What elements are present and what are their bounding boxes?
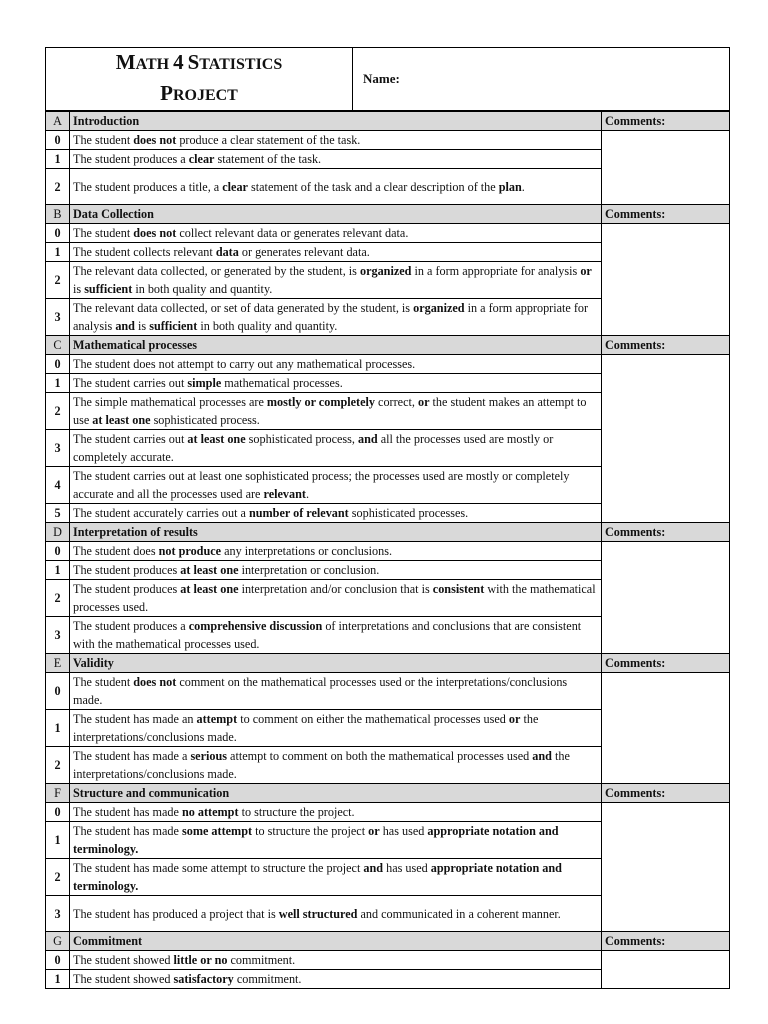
- criterion-text: any interpretations or conclusions.: [221, 544, 392, 558]
- score-level: 1: [46, 822, 70, 859]
- criterion-text: statement of the task and a clear description of the: [247, 179, 499, 194]
- score-level: 2: [46, 859, 70, 896]
- score-level: 3: [46, 896, 70, 932]
- criterion-text: attempt to comment on both the mathematical processes used: [227, 749, 533, 763]
- criterion-text: and communicated in a coherent manner.: [357, 906, 561, 921]
- criterion-text: sophisticated processes.: [348, 506, 469, 520]
- title-line-1: MATH 4 STATISTICS: [115, 50, 283, 74]
- criterion-text: The student: [73, 675, 134, 689]
- criterion-row: [46, 224, 730, 243]
- title-line-2: PROJECT: [160, 81, 238, 105]
- emphasis-text: satisfactory: [173, 972, 234, 986]
- section-title: Commitment: [70, 932, 602, 951]
- emphasis-text: attempt: [196, 712, 238, 726]
- criterion-text: The student does not attempt to carry out any mathematical processes.: [73, 357, 416, 371]
- criterion-description: [70, 896, 602, 932]
- emphasis-text: number of relevant: [248, 506, 349, 520]
- section-title: Data Collection: [70, 205, 602, 224]
- section-title: Mathematical processes: [70, 336, 602, 355]
- criterion-description: [70, 617, 602, 654]
- criterion-description: [70, 542, 602, 561]
- emphasis-text: appropriate notation and terminology.: [73, 861, 562, 893]
- emphasis-text: relevant: [263, 487, 306, 501]
- criterion-description: [70, 951, 602, 970]
- criterion-text: with the mathematical processes used.: [73, 582, 596, 614]
- score-level: 4: [46, 467, 70, 504]
- criterion-text: The student carries out at least one sophisticated process; the processes used are mostly or completely accurate and all the processes used are: [73, 469, 570, 501]
- criterion-text: The simple mathematical processes are: [73, 395, 267, 409]
- criterion-text: comment on the mathematical processes used or the interpretations/conclusions made.: [73, 675, 568, 707]
- section-title: Interpretation of results: [70, 523, 602, 542]
- score-level: 0: [46, 803, 70, 822]
- emphasis-text: not produce: [158, 544, 222, 558]
- criterion-text: .: [521, 179, 525, 194]
- criterion-row: [46, 803, 730, 822]
- criterion-description: [70, 970, 602, 989]
- criterion-description: [70, 224, 602, 243]
- score-level: 1: [46, 710, 70, 747]
- emphasis-text: or: [580, 264, 592, 278]
- name-label: Name:: [363, 71, 400, 86]
- criterion-text: mathematical processes.: [221, 376, 343, 390]
- header-table: [45, 47, 730, 111]
- criterion-text: in a form appropriate for analysis: [73, 301, 589, 333]
- criterion-description: [70, 131, 602, 150]
- criterion-text: the interpretations/conclusions made.: [73, 749, 570, 781]
- emphasis-text: organized: [359, 264, 412, 278]
- criterion-text: The relevant data collected, or set of data generated by the student, is: [73, 301, 414, 315]
- project-title: [46, 48, 353, 111]
- criterion-text: The student: [73, 133, 134, 147]
- emphasis-text: comprehensive discussion: [188, 619, 323, 633]
- rubric-sheet: [45, 47, 729, 989]
- criterion-text: the student makes an attempt to use: [73, 395, 587, 427]
- emphasis-text: little or no: [173, 953, 228, 967]
- score-level: 1: [46, 970, 70, 989]
- emphasis-text: organized: [413, 301, 465, 315]
- criterion-text: to structure the project: [252, 824, 369, 838]
- score-level: 5: [46, 504, 70, 523]
- criterion-text: in a form appropriate for analysis: [411, 264, 581, 278]
- comments-box-g[interactable]: [602, 951, 730, 989]
- emphasis-text: sufficient: [84, 282, 133, 296]
- emphasis-text: and: [357, 432, 378, 446]
- criterion-text: .: [305, 487, 309, 501]
- section-title: Validity: [70, 654, 602, 673]
- section-title: Structure and communication: [70, 784, 602, 803]
- score-level: 0: [46, 224, 70, 243]
- comments-box-a[interactable]: [602, 131, 730, 205]
- score-level: 3: [46, 430, 70, 467]
- emphasis-text: or: [508, 712, 521, 726]
- score-level: 3: [46, 617, 70, 654]
- comments-label: Comments:: [602, 336, 730, 355]
- criterion-text: to structure the project.: [238, 805, 355, 819]
- criterion-text: The student does: [73, 544, 159, 558]
- criterion-text: The student has made a: [73, 749, 191, 763]
- section-letter: B: [46, 205, 70, 224]
- criterion-text: The student accurately carries out a: [73, 506, 249, 520]
- criterion-text: The student produces a: [73, 619, 189, 633]
- criterion-text: of interpretations and conclusions that are consistent with the mathematical processes used.: [73, 619, 582, 651]
- score-level: 2: [46, 262, 70, 299]
- emphasis-text: serious: [190, 749, 227, 763]
- section-header-f: [46, 784, 730, 803]
- criterion-description: [70, 355, 602, 374]
- name-field[interactable]: [353, 48, 730, 111]
- criterion-text: The student has produced a project that is: [73, 906, 279, 921]
- criterion-description: [70, 374, 602, 393]
- criterion-description: [70, 299, 602, 336]
- score-level: 2: [46, 747, 70, 784]
- criterion-text: is: [73, 282, 85, 296]
- criterion-text: The student has made some attempt to structure the project: [73, 861, 364, 875]
- criterion-text: The student produces: [73, 563, 181, 577]
- criterion-description: [70, 747, 602, 784]
- comments-box-b[interactable]: [602, 224, 730, 336]
- score-level: 0: [46, 355, 70, 374]
- comments-box-d[interactable]: [602, 542, 730, 654]
- criterion-text: or generates relevant data.: [238, 245, 370, 259]
- section-header-a: [46, 112, 730, 131]
- emphasis-text: at least one: [180, 582, 239, 596]
- section-header-b: [46, 205, 730, 224]
- comments-label: Comments:: [602, 932, 730, 951]
- emphasis-text: at least one: [92, 413, 151, 427]
- criterion-description: [70, 150, 602, 169]
- criterion-text: is: [134, 319, 150, 333]
- criterion-row: [46, 951, 730, 970]
- criterion-text: The student carries out: [73, 376, 188, 390]
- criterion-description: [70, 262, 602, 299]
- criterion-text: in both quality and quantity.: [197, 319, 338, 333]
- emphasis-text: sufficient: [149, 319, 198, 333]
- emphasis-text: consistent: [432, 582, 485, 596]
- criterion-text: produce a clear statement of the task.: [176, 133, 361, 147]
- comments-label: Comments:: [602, 523, 730, 542]
- emphasis-text: data: [215, 245, 239, 259]
- criterion-description: [70, 673, 602, 710]
- criterion-text: sophisticated process.: [150, 413, 260, 427]
- emphasis-text: at least one: [180, 563, 239, 577]
- section-header-d: [46, 523, 730, 542]
- rubric-table: [45, 111, 730, 989]
- emphasis-text: does not: [133, 675, 177, 689]
- emphasis-text: does not: [133, 226, 177, 240]
- score-level: 0: [46, 131, 70, 150]
- comments-label: Comments:: [602, 205, 730, 224]
- emphasis-text: mostly or completely: [266, 395, 375, 409]
- criterion-description: [70, 430, 602, 467]
- emphasis-text: well structured: [278, 906, 358, 921]
- comments-label: Comments:: [602, 112, 730, 131]
- criterion-text: The student showed: [73, 972, 174, 986]
- emphasis-text: appropriate notation and terminology.: [73, 824, 559, 856]
- criterion-description: [70, 803, 602, 822]
- criterion-text: The student produces a title, a: [73, 179, 223, 194]
- score-level: 0: [46, 673, 70, 710]
- section-header-c: [46, 336, 730, 355]
- emphasis-text: and: [363, 861, 384, 875]
- criterion-text: in both quality and quantity.: [132, 282, 273, 296]
- score-level: 0: [46, 951, 70, 970]
- section-header-e: [46, 654, 730, 673]
- emphasis-text: plan: [498, 179, 522, 194]
- emphasis-text: and: [532, 749, 552, 763]
- emphasis-text: and: [115, 319, 135, 333]
- emphasis-text: no attempt: [181, 805, 239, 819]
- section-title: Introduction: [70, 112, 602, 131]
- section-letter: A: [46, 112, 70, 131]
- criterion-description: [70, 580, 602, 617]
- score-level: 1: [46, 374, 70, 393]
- criterion-row: [46, 131, 730, 150]
- criterion-description: [70, 467, 602, 504]
- section-letter: F: [46, 784, 70, 803]
- score-level: 1: [46, 561, 70, 580]
- criterion-text: The student produces: [73, 582, 181, 596]
- emphasis-text: or: [417, 395, 430, 409]
- comments-label: Comments:: [602, 654, 730, 673]
- criterion-row: [46, 673, 730, 710]
- criterion-description: [70, 393, 602, 430]
- score-level: 3: [46, 299, 70, 336]
- score-level: 2: [46, 580, 70, 617]
- criterion-text: The student collects relevant: [73, 245, 216, 259]
- criterion-description: [70, 243, 602, 262]
- section-letter: D: [46, 523, 70, 542]
- criterion-row: [46, 355, 730, 374]
- comments-box-f[interactable]: [602, 803, 730, 932]
- criterion-text: collect relevant data or generates relevant data.: [176, 226, 409, 240]
- comments-label: Comments:: [602, 784, 730, 803]
- emphasis-text: clear: [222, 179, 248, 194]
- comments-box-e[interactable]: [602, 673, 730, 784]
- score-level: 1: [46, 243, 70, 262]
- criterion-text: The student has made: [73, 824, 182, 838]
- criterion-text: correct,: [375, 395, 418, 409]
- criterion-text: all the processes used are mostly or completely accurate.: [73, 432, 554, 464]
- criterion-row: [46, 542, 730, 561]
- score-level: 1: [46, 150, 70, 169]
- criterion-description: [70, 561, 602, 580]
- criterion-text: has used: [379, 824, 428, 838]
- criterion-text: the interpretations/conclusions made.: [73, 712, 539, 744]
- score-level: 0: [46, 542, 70, 561]
- criterion-text: to comment on either the mathematical processes used: [237, 712, 509, 726]
- emphasis-text: at least one: [187, 432, 246, 446]
- emphasis-text: some attempt: [181, 824, 253, 838]
- criterion-text: interpretation and/or conclusion that is: [238, 582, 433, 596]
- emphasis-text: clear: [188, 152, 215, 166]
- criterion-text: The student produces a: [73, 152, 189, 166]
- criterion-text: commitment.: [233, 972, 302, 986]
- emphasis-text: simple: [187, 376, 222, 390]
- section-letter: E: [46, 654, 70, 673]
- criterion-text: interpretation or conclusion.: [238, 563, 380, 577]
- criterion-text: The student has made: [73, 805, 182, 819]
- criterion-text: commitment.: [227, 953, 296, 967]
- criterion-text: The student has made an: [73, 712, 197, 726]
- criterion-text: has used: [383, 861, 431, 875]
- score-level: 2: [46, 393, 70, 430]
- criterion-text: The relevant data collected, or generated by the student, is: [73, 264, 360, 278]
- criterion-description: [70, 822, 602, 859]
- emphasis-text: or: [368, 824, 380, 838]
- criterion-text: The student: [73, 226, 134, 240]
- section-header-g: [46, 932, 730, 951]
- criterion-text: The student showed: [73, 953, 174, 967]
- comments-box-c[interactable]: [602, 355, 730, 523]
- criterion-description: [70, 710, 602, 747]
- criterion-description: [70, 859, 602, 896]
- section-letter: G: [46, 932, 70, 951]
- emphasis-text: does not: [133, 133, 177, 147]
- criterion-text: sophisticated process,: [245, 432, 358, 446]
- criterion-text: The student carries out: [73, 432, 188, 446]
- score-level: 2: [46, 169, 70, 205]
- criterion-description: [70, 504, 602, 523]
- section-letter: C: [46, 336, 70, 355]
- criterion-description: [70, 169, 602, 205]
- criterion-text: statement of the task.: [214, 152, 322, 166]
